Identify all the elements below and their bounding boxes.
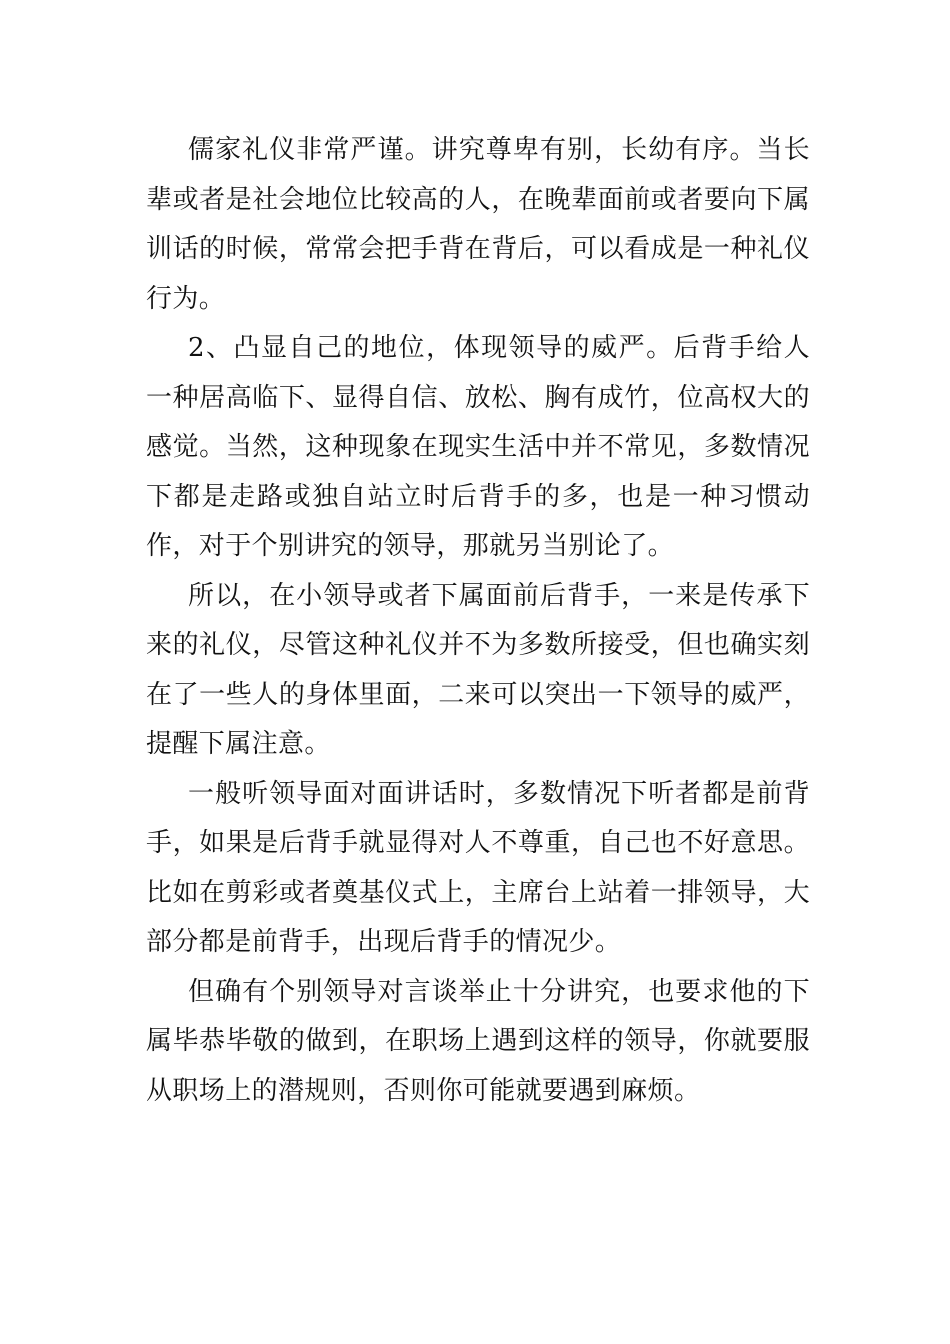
paragraph-5: 但确有个别领导对言谈举止十分讲究，也要求他的下属毕恭毕敬的做到，在职场上遇到这样的领导，你就要服从职场上的潜规则，否则你可能就要遇到麻烦。: [146, 976, 810, 1106]
paragraph-1: 儒家礼仪非常严谨。讲究尊卑有别，长幼有序。当长辈或者是社会地位比较高的人，在晚辈面前或者要向下属训话的时候，常常会把手背在背后，可以看成是一种礼仪行为。: [146, 135, 810, 314]
paragraph-3: 所以，在小领导或者下属面前后背手，一来是传承下来的礼仪，尽管这种礼仪并不为多数所接受，但也确实刻在了一些人的身体里面，二来可以突出一下领导的威严，提醒下属注意。: [146, 580, 810, 759]
document-body: [146, 126, 810, 1116]
paragraph-4: 一般听领导面对面讲话时，多数情况下听者都是前背手，如果是后背手就显得对人不尊重，自己也不好意思。比如在剪彩或者奠基仪式上，主席台上站着一排领导，大部分都是前背手，出现后背手的情况少。: [146, 778, 810, 957]
paragraph-2: 2、凸显自己的地位，体现领导的威严。后背手给人一种居高临下、显得自信、放松、胸有成竹，位高权大的感觉。当然，这种现象在现实生活中并不常见，多数情况下都是走路或独自站立时后背手的多，也是一种习惯动作，对于个别讲究的领导，那就另当别论了。: [146, 333, 810, 561]
